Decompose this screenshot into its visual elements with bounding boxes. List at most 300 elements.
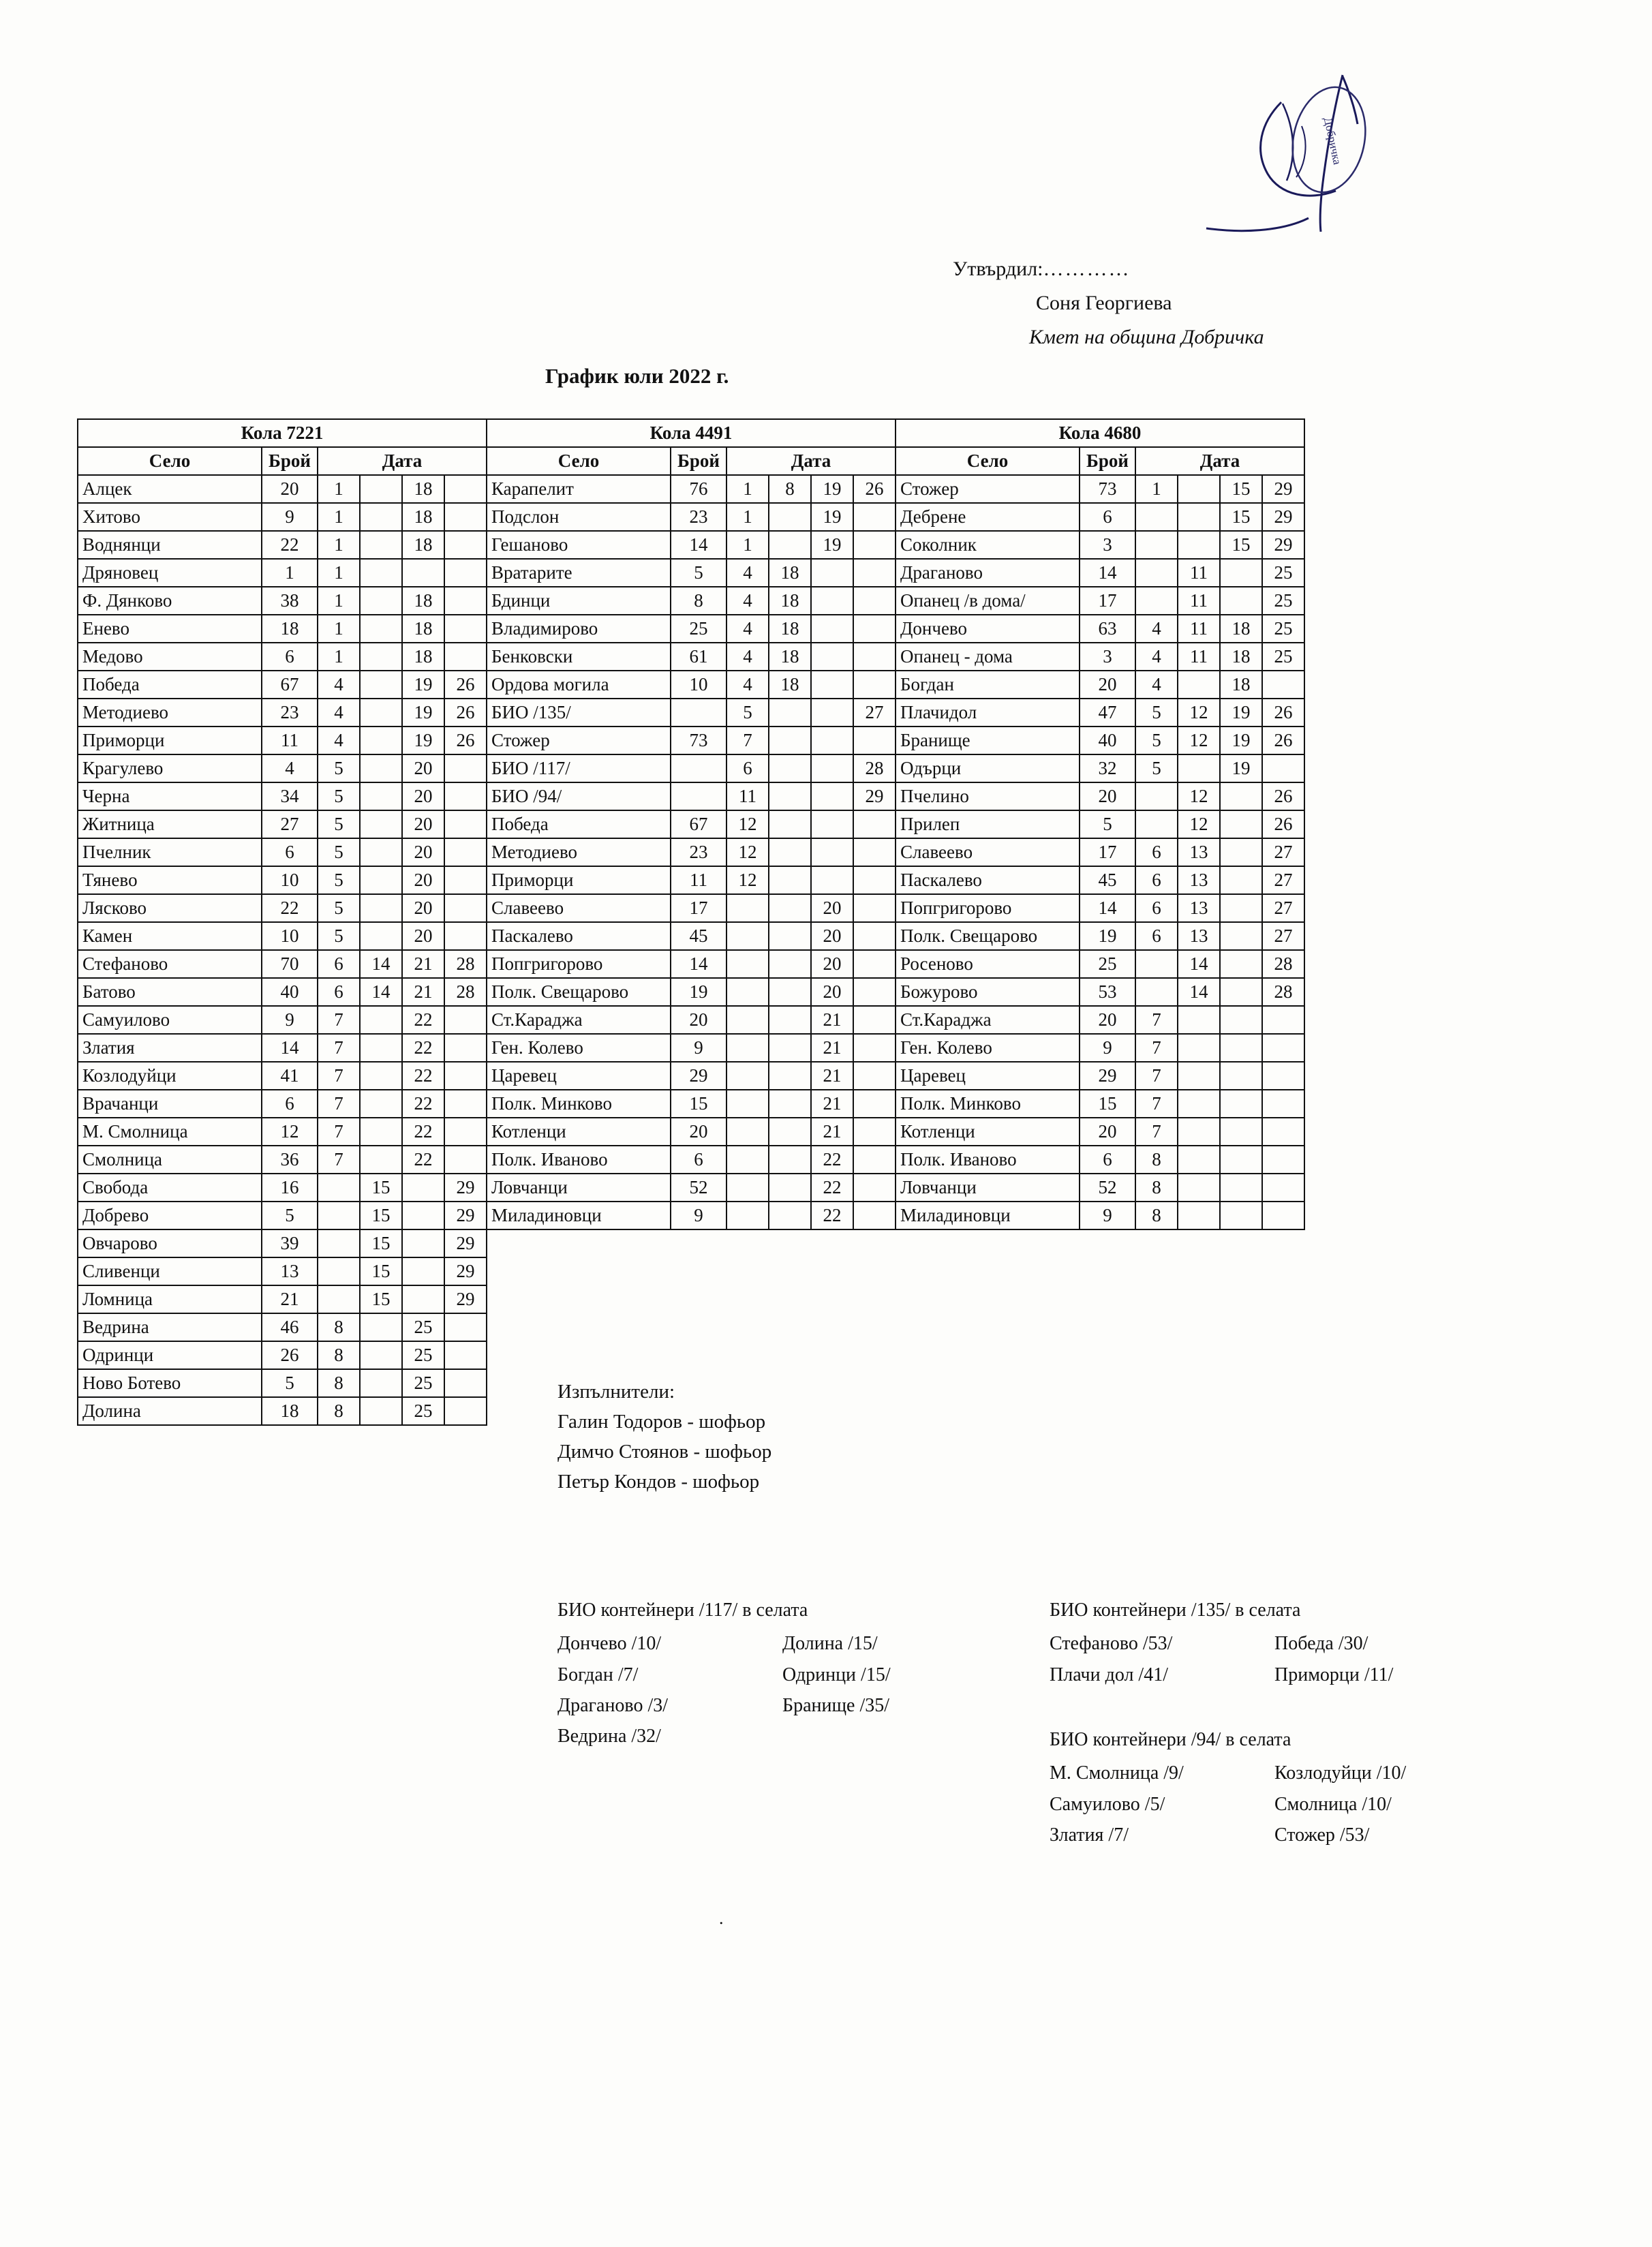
cell-village: Владимирово — [487, 615, 671, 643]
cell-village: Дончево — [896, 615, 1080, 643]
cell-village: Богдан — [896, 671, 1080, 699]
empty-cell — [769, 1341, 811, 1369]
cell-date: 14 — [360, 950, 402, 978]
empty-cell — [769, 1369, 811, 1397]
empty-cell — [769, 1285, 811, 1313]
table-row — [78, 754, 1304, 782]
empty-cell — [1262, 1341, 1304, 1369]
cell-date: 18 — [769, 559, 811, 587]
empty-cell — [896, 1397, 1080, 1425]
cell-count: 32 — [1080, 754, 1135, 782]
cell-village: Ловчанци — [896, 1174, 1080, 1202]
col-village-1: Село — [78, 447, 262, 475]
cell-date: 13 — [1178, 838, 1220, 866]
cell-date: 20 — [402, 922, 444, 950]
bio-94-item: Златия /7/ — [1050, 1824, 1129, 1846]
table-row — [78, 1257, 1304, 1285]
cell-date: 18 — [402, 615, 444, 643]
cell-village: Опанец /в дома/ — [896, 587, 1080, 615]
cell-date — [360, 810, 402, 838]
cell-date — [1220, 1118, 1262, 1146]
cell-date: 18 — [402, 643, 444, 671]
cell-village: Стожер — [487, 727, 671, 754]
cell-date — [726, 922, 769, 950]
cell-count: 25 — [1080, 950, 1135, 978]
cell-village: Методиево — [78, 699, 262, 727]
cell-date: 5 — [726, 699, 769, 727]
cell-date: 15 — [360, 1257, 402, 1285]
cell-village: Паскалево — [896, 866, 1080, 894]
cell-date — [360, 615, 402, 643]
cell-village: Ст.Караджа — [896, 1006, 1080, 1034]
cell-date: 6 — [1135, 838, 1178, 866]
cell-village: Славеево — [896, 838, 1080, 866]
cell-date: 26 — [444, 671, 487, 699]
cell-count: 14 — [1080, 559, 1135, 587]
cell-date: 8 — [1135, 1174, 1178, 1202]
cell-count: 52 — [671, 1174, 726, 1202]
cell-date: 22 — [402, 1034, 444, 1062]
cell-village: Попгригорово — [896, 894, 1080, 922]
table-row — [78, 531, 1304, 559]
cell-date: 20 — [402, 894, 444, 922]
table-row — [78, 615, 1304, 643]
cell-date — [360, 531, 402, 559]
cell-date — [1220, 866, 1262, 894]
bio-94-item: Стожер /53/ — [1274, 1824, 1370, 1846]
cell-village: Ст.Караджа — [487, 1006, 671, 1034]
cell-date — [726, 1174, 769, 1202]
cell-village: Паскалево — [487, 922, 671, 950]
cell-count: 1 — [262, 559, 318, 587]
cell-count: 23 — [262, 699, 318, 727]
table-row — [78, 699, 1304, 727]
cell-date — [360, 1341, 402, 1369]
signature-mark — [1104, 61, 1390, 259]
cell-date — [1220, 894, 1262, 922]
cell-count: 29 — [671, 1062, 726, 1090]
cell-count: 14 — [671, 950, 726, 978]
empty-cell — [769, 1313, 811, 1341]
col-count-3: Брой — [1080, 447, 1135, 475]
cell-date — [1220, 950, 1262, 978]
executor-3: Петър Кондов - шофьор — [557, 1471, 760, 1493]
cell-village: Смолница — [78, 1146, 262, 1174]
cell-date — [769, 1006, 811, 1034]
cell-date: 27 — [1262, 894, 1304, 922]
cell-date — [444, 894, 487, 922]
cell-date — [726, 1006, 769, 1034]
empty-cell — [1135, 1285, 1178, 1313]
empty-cell — [1178, 1285, 1220, 1313]
cell-count — [671, 699, 726, 727]
cell-count: 20 — [1080, 1118, 1135, 1146]
bio-94-block — [1050, 1724, 1406, 1850]
table-row — [78, 1034, 1304, 1062]
cell-village: Полк. Свещарово — [896, 922, 1080, 950]
cell-date — [769, 754, 811, 782]
cell-count: 5 — [671, 559, 726, 587]
cell-village: Подслон — [487, 503, 671, 531]
cell-date — [769, 894, 811, 922]
cell-count: 20 — [671, 1006, 726, 1034]
cell-date — [726, 1090, 769, 1118]
empty-cell — [1262, 1285, 1304, 1313]
cell-village: Овчарово — [78, 1229, 262, 1257]
cell-date — [1178, 754, 1220, 782]
cell-village: Хитово — [78, 503, 262, 531]
cell-date — [853, 1146, 896, 1174]
cell-date — [318, 1202, 360, 1229]
cell-date: 5 — [318, 922, 360, 950]
cell-village: Драганово — [896, 559, 1080, 587]
cell-date: 29 — [853, 782, 896, 810]
empty-cell — [1262, 1313, 1304, 1341]
cell-count: 9 — [1080, 1034, 1135, 1062]
cell-date — [1220, 978, 1262, 1006]
cell-date — [1178, 1146, 1220, 1174]
cell-date: 1 — [726, 475, 769, 503]
cell-date: 21 — [811, 1062, 853, 1090]
cell-count: 14 — [262, 1034, 318, 1062]
cell-date — [811, 810, 853, 838]
empty-cell — [487, 1285, 671, 1313]
cell-date — [360, 1313, 402, 1341]
cell-date: 19 — [1220, 754, 1262, 782]
empty-cell — [896, 1313, 1080, 1341]
cell-count: 34 — [262, 782, 318, 810]
cell-date — [853, 1174, 896, 1202]
cell-count: 18 — [262, 615, 318, 643]
cell-date: 26 — [1262, 810, 1304, 838]
cell-date: 25 — [1262, 587, 1304, 615]
cell-date: 1 — [318, 643, 360, 671]
cell-village: Прилеп — [896, 810, 1080, 838]
bio-117-item: Драганово /3/ — [557, 1695, 669, 1717]
cell-count: 27 — [262, 810, 318, 838]
cell-count: 17 — [1080, 587, 1135, 615]
cell-date: 25 — [402, 1397, 444, 1425]
cell-date: 18 — [769, 643, 811, 671]
cell-date: 8 — [318, 1369, 360, 1397]
cell-date: 5 — [1135, 754, 1178, 782]
cell-date — [444, 838, 487, 866]
cell-date — [1220, 782, 1262, 810]
cell-date — [769, 866, 811, 894]
table-row — [78, 1202, 1304, 1229]
cell-date — [360, 559, 402, 587]
cell-date: 6 — [1135, 866, 1178, 894]
cell-date: 20 — [402, 754, 444, 782]
cell-date — [1178, 1034, 1220, 1062]
cell-village: Житница — [78, 810, 262, 838]
cell-count: 10 — [262, 922, 318, 950]
cell-date — [811, 671, 853, 699]
cell-village: Пчелино — [896, 782, 1080, 810]
cell-date: 7 — [318, 1006, 360, 1034]
cell-date — [853, 643, 896, 671]
cell-date — [1262, 1034, 1304, 1062]
table-row — [78, 950, 1304, 978]
cell-date — [1178, 1174, 1220, 1202]
cell-count: 6 — [262, 1090, 318, 1118]
executors-title: Изпълнители: — [557, 1381, 675, 1403]
empty-cell — [1178, 1257, 1220, 1285]
cell-count: 4 — [262, 754, 318, 782]
empty-cell — [811, 1341, 853, 1369]
cell-date — [853, 922, 896, 950]
cell-date — [769, 1202, 811, 1229]
cell-village: Полк. Иваново — [487, 1146, 671, 1174]
bio-117-item: Бранище /35/ — [782, 1695, 890, 1717]
cell-date: 18 — [1220, 671, 1262, 699]
empty-cell — [811, 1369, 853, 1397]
cell-date: 6 — [1135, 894, 1178, 922]
col-village-2: Село — [487, 447, 671, 475]
cell-date: 15 — [360, 1229, 402, 1257]
cell-village: БИО /94/ — [487, 782, 671, 810]
empty-cell — [1178, 1313, 1220, 1341]
cell-date: 8 — [1135, 1202, 1178, 1229]
cell-date — [769, 1118, 811, 1146]
cell-date — [360, 727, 402, 754]
bio-117-item: Долина /15/ — [782, 1633, 878, 1655]
cell-date: 19 — [1220, 699, 1262, 727]
cell-date — [853, 950, 896, 978]
cell-date: 15 — [360, 1285, 402, 1313]
cell-date: 20 — [402, 866, 444, 894]
cell-village: Златия — [78, 1034, 262, 1062]
cell-date — [444, 1146, 487, 1174]
cell-date — [360, 671, 402, 699]
cell-date: 13 — [1178, 894, 1220, 922]
cell-count: 52 — [1080, 1174, 1135, 1202]
cell-date — [811, 699, 853, 727]
cell-date — [444, 1313, 487, 1341]
bio-117-item: Одринци /15/ — [782, 1664, 891, 1685]
empty-cell — [1080, 1397, 1135, 1425]
cell-date: 18 — [769, 587, 811, 615]
cell-date — [769, 1034, 811, 1062]
cell-date — [853, 1062, 896, 1090]
cell-village: Ордова могила — [487, 671, 671, 699]
cell-count: 23 — [671, 503, 726, 531]
cell-village: Батово — [78, 978, 262, 1006]
table-row — [78, 894, 1304, 922]
col-date-3: Дата — [1135, 447, 1304, 475]
cell-date: 28 — [444, 978, 487, 1006]
cell-count: 16 — [262, 1174, 318, 1202]
cell-date: 8 — [318, 1341, 360, 1369]
cell-date: 20 — [402, 782, 444, 810]
cell-date: 27 — [853, 699, 896, 727]
empty-cell — [671, 1229, 726, 1257]
cell-village: Ново Ботево — [78, 1369, 262, 1397]
cell-village: Стефаново — [78, 950, 262, 978]
cell-date: 11 — [1178, 643, 1220, 671]
cell-date: 7 — [1135, 1062, 1178, 1090]
cell-date: 6 — [318, 978, 360, 1006]
cell-date — [853, 866, 896, 894]
cell-date: 18 — [402, 475, 444, 503]
col-count-2: Брой — [671, 447, 726, 475]
cell-date: 20 — [811, 894, 853, 922]
cell-date: 19 — [402, 671, 444, 699]
cell-date: 11 — [726, 782, 769, 810]
cell-date — [360, 1397, 402, 1425]
cell-village: Бдинци — [487, 587, 671, 615]
empty-cell — [811, 1397, 853, 1425]
cell-village: Козлодуйци — [78, 1062, 262, 1090]
table-row — [78, 587, 1304, 615]
empty-cell — [1262, 1229, 1304, 1257]
cell-date — [1135, 782, 1178, 810]
table-row — [78, 503, 1304, 531]
cell-date: 1 — [726, 531, 769, 559]
cell-date: 26 — [853, 475, 896, 503]
cell-date: 25 — [1262, 615, 1304, 643]
bio-94-item: Козлодуйци /10/ — [1274, 1762, 1407, 1784]
cell-date: 1 — [726, 503, 769, 531]
cell-date — [1135, 810, 1178, 838]
cell-date — [1220, 1174, 1262, 1202]
stray-dot-mark: . — [719, 1908, 724, 1928]
cell-date — [360, 587, 402, 615]
cell-count: 26 — [262, 1341, 318, 1369]
cell-date — [769, 782, 811, 810]
table-row — [78, 838, 1304, 866]
cell-date: 18 — [1220, 615, 1262, 643]
col-date-2: Дата — [726, 447, 896, 475]
cell-date — [360, 894, 402, 922]
table-row — [78, 475, 1304, 503]
cell-date: 22 — [811, 1146, 853, 1174]
cell-date: 19 — [811, 503, 853, 531]
cell-village: Вратарите — [487, 559, 671, 587]
cell-date: 25 — [402, 1341, 444, 1369]
cell-date — [318, 1174, 360, 1202]
bio-117-item — [782, 1721, 891, 1752]
cell-date: 8 — [318, 1397, 360, 1425]
cell-count: 18 — [262, 1397, 318, 1425]
table-row — [78, 1313, 1304, 1341]
empty-cell — [726, 1257, 769, 1285]
empty-cell — [671, 1341, 726, 1369]
cell-date: 26 — [1262, 699, 1304, 727]
cell-date — [360, 503, 402, 531]
table-row — [78, 1118, 1304, 1146]
cell-date: 21 — [402, 978, 444, 1006]
cell-count: 12 — [262, 1118, 318, 1146]
cell-count: 9 — [262, 1006, 318, 1034]
cell-date: 22 — [402, 1006, 444, 1034]
cell-count: 3 — [1080, 531, 1135, 559]
cell-count: 73 — [1080, 475, 1135, 503]
cell-count: 29 — [1080, 1062, 1135, 1090]
cell-count: 19 — [1080, 922, 1135, 950]
cell-date — [444, 1006, 487, 1034]
cell-date — [811, 643, 853, 671]
col-village-3: Село — [896, 447, 1080, 475]
cell-date: 7 — [1135, 1006, 1178, 1034]
empty-cell — [769, 1229, 811, 1257]
bio-117-item: Дончево /10/ — [557, 1633, 662, 1655]
cell-village: Бранище — [896, 727, 1080, 754]
cell-date: 29 — [444, 1174, 487, 1202]
cell-village: Тяневo — [78, 866, 262, 894]
cell-date — [1262, 1174, 1304, 1202]
cell-date: 18 — [402, 531, 444, 559]
cell-count: 76 — [671, 475, 726, 503]
empty-cell — [896, 1257, 1080, 1285]
cell-date: 20 — [811, 950, 853, 978]
cell-date — [769, 1090, 811, 1118]
cell-village: Черна — [78, 782, 262, 810]
cell-date — [444, 559, 487, 587]
cell-village: Полк. Свещарово — [487, 978, 671, 1006]
cell-date: 11 — [1178, 615, 1220, 643]
cell-date — [444, 1369, 487, 1397]
cell-date — [402, 559, 444, 587]
cell-village: Карапелит — [487, 475, 671, 503]
group-title-7221: Кола 7221 — [78, 419, 487, 447]
cell-village: Царевец — [487, 1062, 671, 1090]
cell-date: 22 — [811, 1202, 853, 1229]
cell-village: Добрево — [78, 1202, 262, 1229]
cell-date: 12 — [1178, 810, 1220, 838]
cell-date — [853, 1006, 896, 1034]
cell-date: 5 — [318, 838, 360, 866]
table-row — [78, 559, 1304, 587]
cell-date — [1262, 1006, 1304, 1034]
empty-cell — [811, 1285, 853, 1313]
approver-title: Кмет на община Добричка — [1029, 326, 1264, 348]
cell-village: Методиево — [487, 838, 671, 866]
cell-date: 1 — [318, 531, 360, 559]
bio-94-title: БИО контейнери /94/ в селата — [1050, 1729, 1291, 1750]
cell-date — [811, 782, 853, 810]
cell-date — [769, 838, 811, 866]
cell-date — [769, 1174, 811, 1202]
cell-date — [444, 1397, 487, 1425]
cell-count — [671, 754, 726, 782]
cell-date — [1262, 1118, 1304, 1146]
cell-village: Самуилово — [78, 1006, 262, 1034]
cell-date — [444, 1034, 487, 1062]
cell-date: 5 — [1135, 727, 1178, 754]
cell-date — [1135, 531, 1178, 559]
cell-count: 9 — [671, 1034, 726, 1062]
empty-cell — [853, 1369, 896, 1397]
empty-cell — [853, 1229, 896, 1257]
cell-date — [1262, 1062, 1304, 1090]
cell-date — [360, 866, 402, 894]
cell-count: 40 — [262, 978, 318, 1006]
cell-count: 73 — [671, 727, 726, 754]
cell-date — [402, 1229, 444, 1257]
cell-village: Победа — [487, 810, 671, 838]
cell-village: Камен — [78, 922, 262, 950]
cell-village: Дебрене — [896, 503, 1080, 531]
cell-count: 40 — [1080, 727, 1135, 754]
cell-date — [402, 1257, 444, 1285]
cell-count: 13 — [262, 1257, 318, 1285]
cell-date — [853, 615, 896, 643]
cell-date — [726, 1118, 769, 1146]
cell-village: Свобода — [78, 1174, 262, 1202]
cell-date: 19 — [1220, 727, 1262, 754]
cell-date: 4 — [1135, 615, 1178, 643]
